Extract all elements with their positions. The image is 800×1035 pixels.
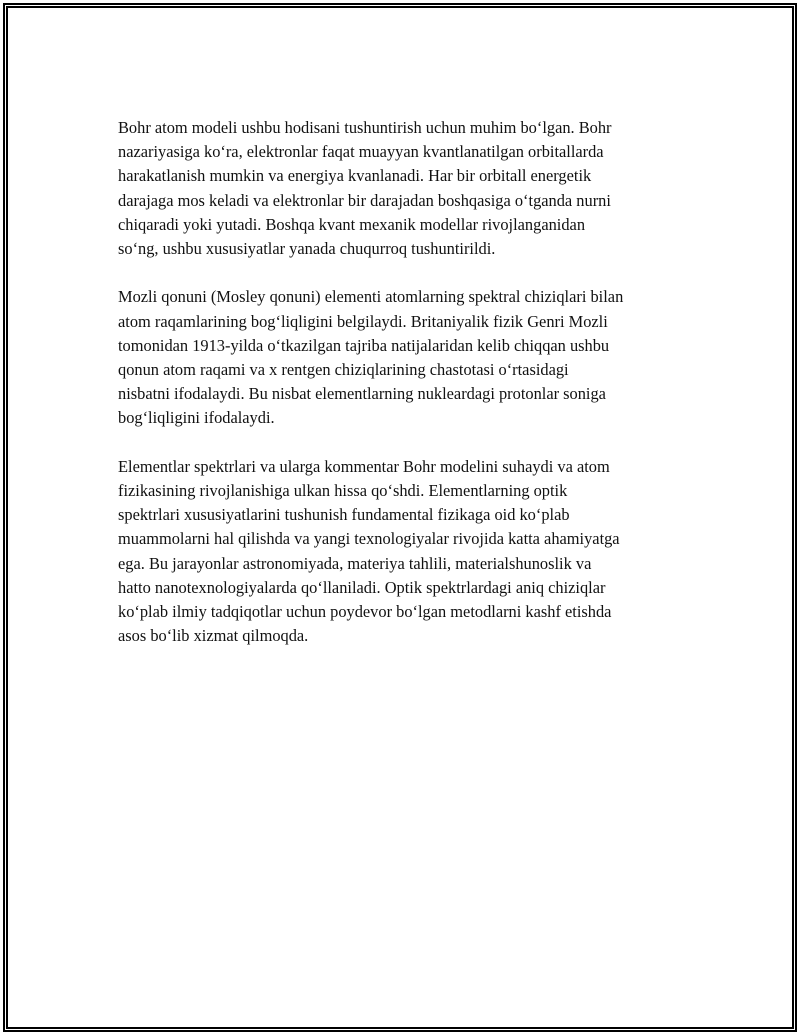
document-body — [118, 116, 698, 673]
paragraph-bohr-model: Bohr atom modeli ushbu hodisani tushuntirish uchun muhim bo‘lgan. Bohr nazariyasiga ko‘ra, elektronlar faqat muayyan kvantlanatilgan orbitallarda harakatlanish mumkin va energiya kvanlanadi. Har bir orbitall energetik darajaga mos keladi va elektronlar bir darajadan boshqasiga o‘tganda nurni chiqaradi yoki yutadi. Boshqa kvant mexanik modellar rivojlanganidan so‘ng, ushbu xususiyatlar yanada chuqurroq tushuntirildi. — [118, 118, 612, 259]
paragraph-moseley-law: Mozli qonuni (Mosley qonuni) elementi atomlarning spektral chiziqlari bilan atom raqamlarining bog‘liqligini belgilaydi. Britaniyalik fizik Genri Mozli tomonidan 1913-yilda o‘tkazilgan tajriba natijalaridan kelib chiqqan ushbu qonun atom raqami va x rentgen chiziqlarining chastotasi o‘rtasidagi nisbatni ifodalaydi. Bu nisbat elementlarning nukleardagi protonlar soniga bog‘liqligini ifodalaydi. — [118, 287, 624, 428]
paragraph-element-spectra: Elementlar spektrlari va ularga kommentar Bohr modelini suhaydi va atom fizikasining rivojlanishiga ulkan hissa qo‘shdi. Elementlarning optik spektrlari xususiyatlarini tushunish fundamental fizikaga oid ko‘plab muammolarni hal qilishda va yangi texnologiyalar rivojida katta ahamiyatga ega. Bu jarayonlar astronomiyada, materiya tahlili, materialshunoslik va hatto nanotexnologiyalarda qo‘llaniladi. Optik spektrlardagi aniq chiziqlar ko‘plab ilmiy tadqiqotlar uchun poydevor bo‘lgan metodlarni kashf etishda asos bo‘lib xizmat qilmoqda. — [118, 456, 620, 646]
